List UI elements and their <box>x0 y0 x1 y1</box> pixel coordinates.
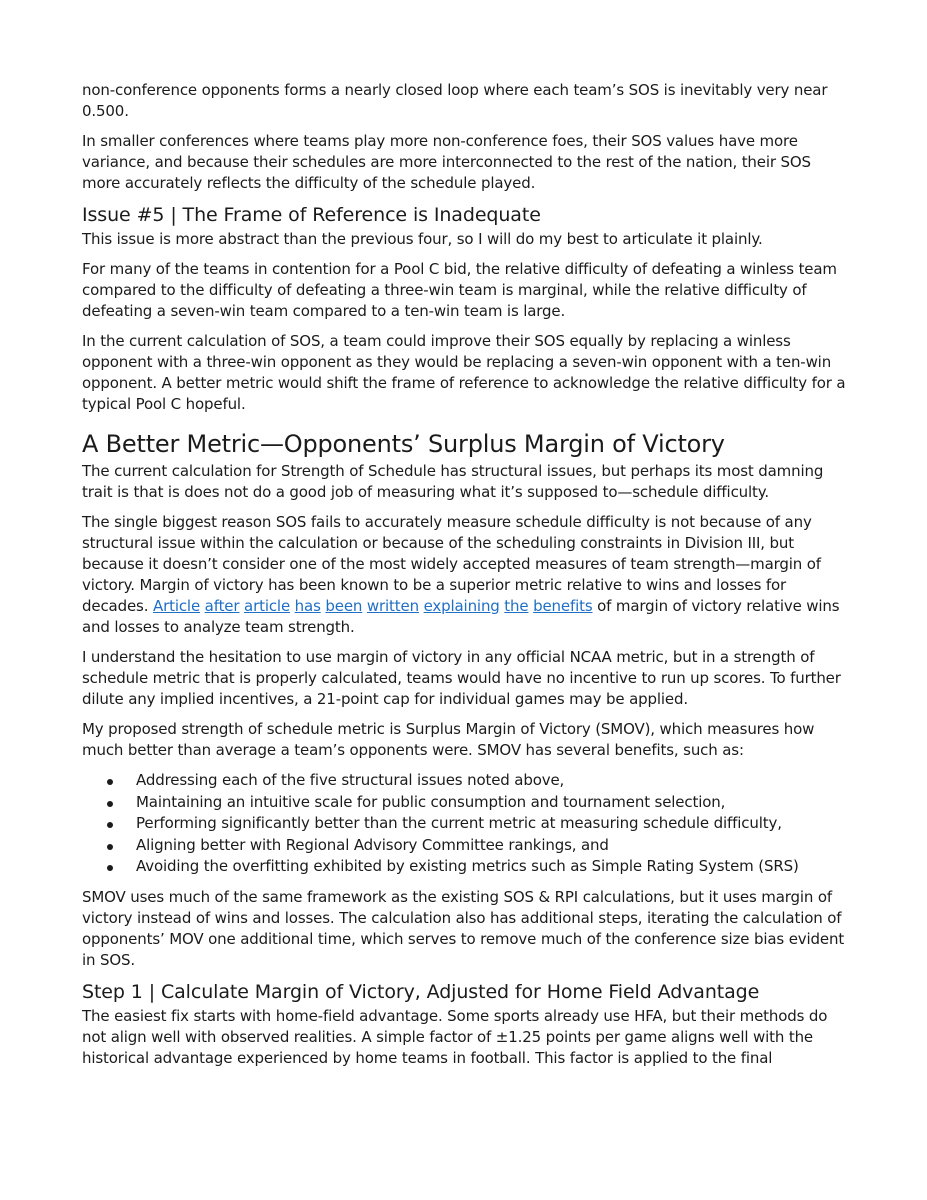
list-item <box>106 792 850 814</box>
link-the[interactable]: the <box>504 597 529 615</box>
paragraph-smaller-conferences: In smaller conferences where teams play more non-conference foes, their SOS values have more variance, and because their schedules are more interconnected to the rest of the nation, their SOS more accurately reflects the difficulty of the schedule played. <box>82 132 811 192</box>
link-explaining[interactable]: explaining <box>423 597 500 615</box>
list-item-text: Performing significantly better than the current metric at measuring schedule difficulty, <box>136 814 782 832</box>
link-article[interactable]: Article <box>152 597 201 615</box>
paragraph-home-field-advantage: The easiest fix starts with home-field advantage. Some sports already use HFA, but their methods do not align well with observed realities. A simple factor of ±1.25 points per game aligns well with the historical advantage experienced by home teams in football. This factor is applied to the final <box>82 1006 828 1067</box>
paragraph-abstract-issue: This issue is more abstract than the previous four, so I will do my best to articulate it plainly. <box>82 230 763 248</box>
paragraph-margin-of-victory <box>82 512 850 638</box>
step-1-heading: Step 1 | Calculate Margin of Victory, Adjusted for Home Field Advantage <box>82 980 760 1003</box>
mov-text-start: The single biggest reason SOS fails to accurately measure schedule difficulty is not because of any structural issue within the calculation or because of the scheduling constraints in Division III, but because it doesn’t consider one of the most widely accepted measures of team strength—margin of victory. Margin of victory has been known to be a superior metric relative to wins and losses for decades. <box>82 513 821 615</box>
link-written[interactable]: written <box>366 597 419 615</box>
list-item <box>106 835 850 857</box>
paragraph-smov-proposal: My proposed strength of schedule metric is Surplus Margin of Victory (SMOV), which measures how much better than average a team’s opponents were. SMOV has several benefits, such as: <box>82 720 815 759</box>
link-has[interactable]: has <box>294 597 321 615</box>
list-item <box>106 856 850 878</box>
bullet-icon <box>107 865 113 871</box>
bullet-icon <box>107 844 113 850</box>
paragraph-closed-loop: non-conference opponents forms a nearly closed loop where each team’s SOS is inevitably very near 0.500. <box>82 81 828 120</box>
list-item-text: Aligning better with Regional Advisory Committee rankings, and <box>136 835 609 854</box>
paragraph-pool-c-difficulty: For many of the teams in contention for a Pool C bid, the relative difficulty of defeating a winless team compared to the difficulty of defeating a three-win team is marginal, while the relative difficulty of defeating a seven-win team compared to a ten-win team is large. <box>82 260 837 320</box>
bullet-icon <box>107 801 113 807</box>
link-article-2[interactable]: article <box>244 597 291 615</box>
issue-5-heading: Issue #5 | The Frame of Reference is Inadequate <box>82 204 541 226</box>
paragraph-hesitation: I understand the hesitation to use margin of victory in any official NCAA metric, but in a strength of schedule metric that is properly calculated, teams would have no incentive to run up scores. To further dilute any implied incentives, a 21-point cap for individual games may be applied. <box>82 648 841 708</box>
link-benefits[interactable]: benefits <box>533 597 593 615</box>
link-after[interactable]: after <box>204 597 240 615</box>
bullet-icon <box>107 822 113 828</box>
bullet-icon <box>107 779 113 785</box>
document-page <box>82 80 850 1078</box>
list-item-text: Maintaining an intuitive scale for public consumption and tournament selection, <box>136 792 726 811</box>
list-item-text: Avoiding the overfitting exhibited by existing metrics such as Simple Rating System (SRS) <box>136 857 799 875</box>
smov-benefits-list <box>82 770 850 878</box>
paragraph-current-sos-calculation: In the current calculation of SOS, a team could improve their SOS equally by replacing a winless opponent with a three-win opponent as they would be replacing a seven-win opponent with a ten-win opponent. A better metric would shift the frame of reference to acknowledge the relative difficulty for a typical Pool C hopeful. <box>82 332 846 413</box>
paragraph-structural-issues: The current calculation for Strength of Schedule has structural issues, but perhaps its most damning trait is that is does not do a good job of measuring what it’s supposed to—schedule difficulty. <box>82 462 824 501</box>
link-been[interactable]: been <box>325 597 363 615</box>
list-item-text: Addressing each of the five structural issues noted above, <box>136 771 565 789</box>
paragraph-smov-framework: SMOV uses much of the same framework as the existing SOS & RPI calculations, but it uses margin of victory instead of wins and losses. The calculation also has additional steps, iterating the calculation of opponents’ MOV one additional time, which serves to remove much of the conference size bias evident in SOS. <box>82 887 845 969</box>
list-item <box>106 813 850 835</box>
section-heading-better-metric: A Better Metric—Opponents’ Surplus Margin of Victory <box>82 430 725 458</box>
mov-text-end: of margin of victory relative wins and losses to analyze team strength. <box>82 597 840 636</box>
list-item <box>106 770 850 792</box>
